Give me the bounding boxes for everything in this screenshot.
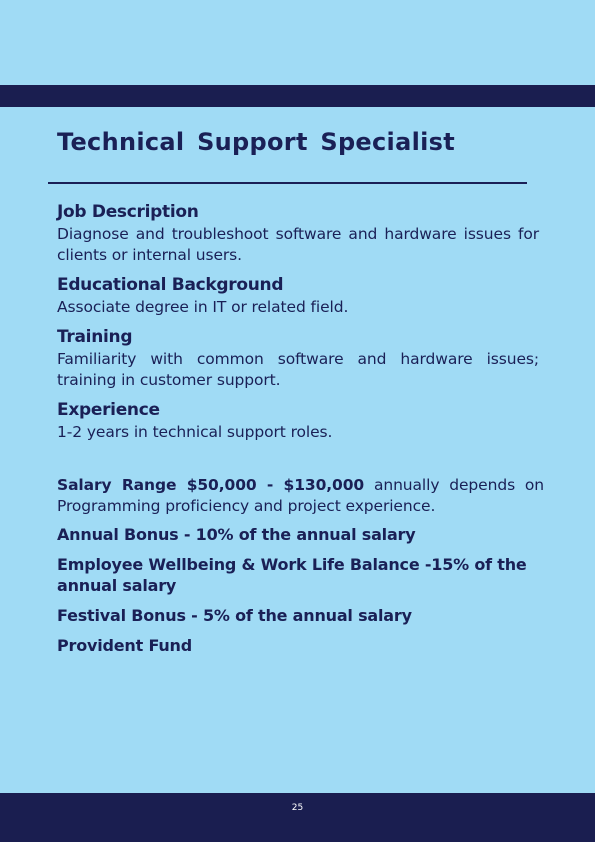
- salary-range-label: Salary Range $50,000 - $130,000: [57, 476, 365, 494]
- top-decorative-band: [0, 85, 595, 107]
- section-heading: Job Description: [57, 202, 199, 222]
- section-body: Familiarity with common software and hardware issues; training in customer support.: [57, 350, 539, 389]
- benefit-annual-bonus: Annual Bonus - 10% of the annual salary: [57, 525, 416, 544]
- section-heading: Training: [57, 327, 133, 347]
- section-body: Associate degree in IT or related field.: [57, 298, 349, 316]
- section-heading: Experience: [57, 400, 160, 420]
- footer-band: [0, 793, 595, 842]
- section-experience: [57, 398, 539, 443]
- section-heading: Educational Background: [57, 275, 284, 295]
- benefit-employee-wellbeing: Employee Wellbeing & Work Life Balance -15% of the annual salary: [57, 555, 527, 595]
- page-number: 25: [291, 803, 304, 813]
- benefit-provident-fund: Provident Fund: [57, 636, 193, 655]
- job-details: [57, 200, 539, 450]
- section-job-description: [57, 200, 539, 266]
- salary-range-text: annually depends on Programming proficiency and project experience.: [57, 476, 544, 515]
- section-body: 1-2 years in technical support roles.: [57, 423, 333, 441]
- section-body: Diagnose and troubleshoot software and hardware issues for clients or internal users.: [57, 225, 539, 264]
- salary-range: [57, 475, 544, 517]
- page-title: Technical Support Specialist: [57, 128, 455, 156]
- compensation-block: [57, 475, 544, 665]
- benefit-festival-bonus: Festival Bonus - 5% of the annual salary: [57, 606, 412, 625]
- section-training: [57, 325, 539, 391]
- title-divider: [48, 182, 527, 184]
- section-educational-background: [57, 273, 539, 318]
